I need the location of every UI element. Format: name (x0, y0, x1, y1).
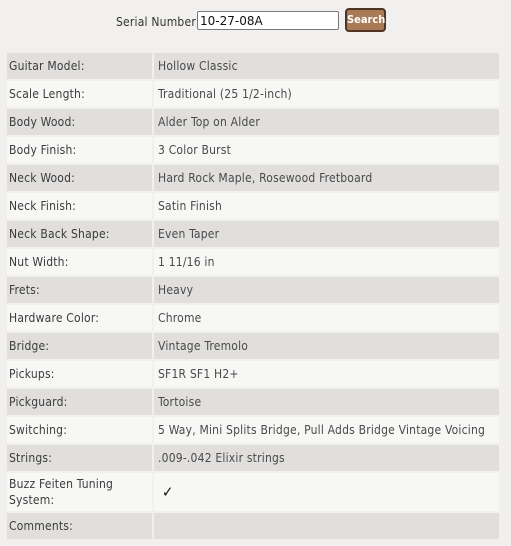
spec-value: Heavy (154, 277, 499, 303)
spec-row-comments (7, 513, 499, 539)
spec-label: Strings: (7, 445, 152, 471)
serial-number-label: Serial Number (116, 15, 196, 29)
spec-row-switching (7, 417, 499, 443)
guitar-spec-table (5, 51, 501, 541)
spec-label: Hardware Color: (7, 305, 152, 331)
spec-label: Comments: (7, 513, 152, 539)
spec-value: Even Taper (154, 221, 499, 247)
spec-label: Nut Width: (7, 249, 152, 275)
spec-value: Vintage Tremolo (154, 333, 499, 359)
spec-row-body-finish (7, 137, 499, 163)
spec-value: SF1R SF1 H2+ (154, 361, 499, 387)
spec-label: Neck Wood: (7, 165, 152, 191)
serial-search-bar (0, 8, 511, 34)
spec-label: Scale Length: (7, 81, 152, 107)
spec-label: Switching: (7, 417, 152, 443)
spec-value: Satin Finish (154, 193, 499, 219)
spec-row-pickguard (7, 389, 499, 415)
spec-row-strings (7, 445, 499, 471)
spec-row-pickups (7, 361, 499, 387)
spec-value (154, 513, 499, 539)
spec-label: Buzz Feiten Tuning System: (7, 473, 152, 511)
spec-row-hardware-color (7, 305, 499, 331)
spec-row-neck-finish (7, 193, 499, 219)
spec-label: Pickguard: (7, 389, 152, 415)
spec-label: Pickups: (7, 361, 152, 387)
spec-label: Bridge: (7, 333, 152, 359)
spec-label: Body Finish: (7, 137, 152, 163)
spec-value (154, 473, 499, 511)
spec-value: 1 11/16 in (154, 249, 499, 275)
spec-value: Tortoise (154, 389, 499, 415)
spec-label: Neck Finish: (7, 193, 152, 219)
spec-label: Body Wood: (7, 109, 152, 135)
spec-value: Traditional (25 1/2-inch) (154, 81, 499, 107)
checkmark-icon: ✓ (162, 482, 174, 501)
spec-row-neck-back-shape (7, 221, 499, 247)
spec-row-frets (7, 277, 499, 303)
spec-value: .009-.042 Elixir strings (154, 445, 499, 471)
spec-label: Neck Back Shape: (7, 221, 152, 247)
spec-row-buzz-feiten (7, 473, 499, 511)
spec-label: Frets: (7, 277, 152, 303)
spec-value: 5 Way, Mini Splits Bridge, Pull Adds Bridge Vintage Voicing (154, 417, 499, 443)
spec-value: Hard Rock Maple, Rosewood Fretboard (154, 165, 499, 191)
serial-number-input[interactable] (197, 11, 339, 30)
spec-row-scale-length (7, 81, 499, 107)
spec-row-guitar-model (7, 53, 499, 79)
spec-row-body-wood (7, 109, 499, 135)
spec-row-neck-wood (7, 165, 499, 191)
spec-value: Alder Top on Alder (154, 109, 499, 135)
spec-value: Chrome (154, 305, 499, 331)
spec-value: Hollow Classic (154, 53, 499, 79)
spec-value: 3 Color Burst (154, 137, 499, 163)
spec-row-nut-width (7, 249, 499, 275)
spec-row-bridge (7, 333, 499, 359)
spec-label: Guitar Model: (7, 53, 152, 79)
search-button[interactable]: Search (345, 8, 386, 32)
